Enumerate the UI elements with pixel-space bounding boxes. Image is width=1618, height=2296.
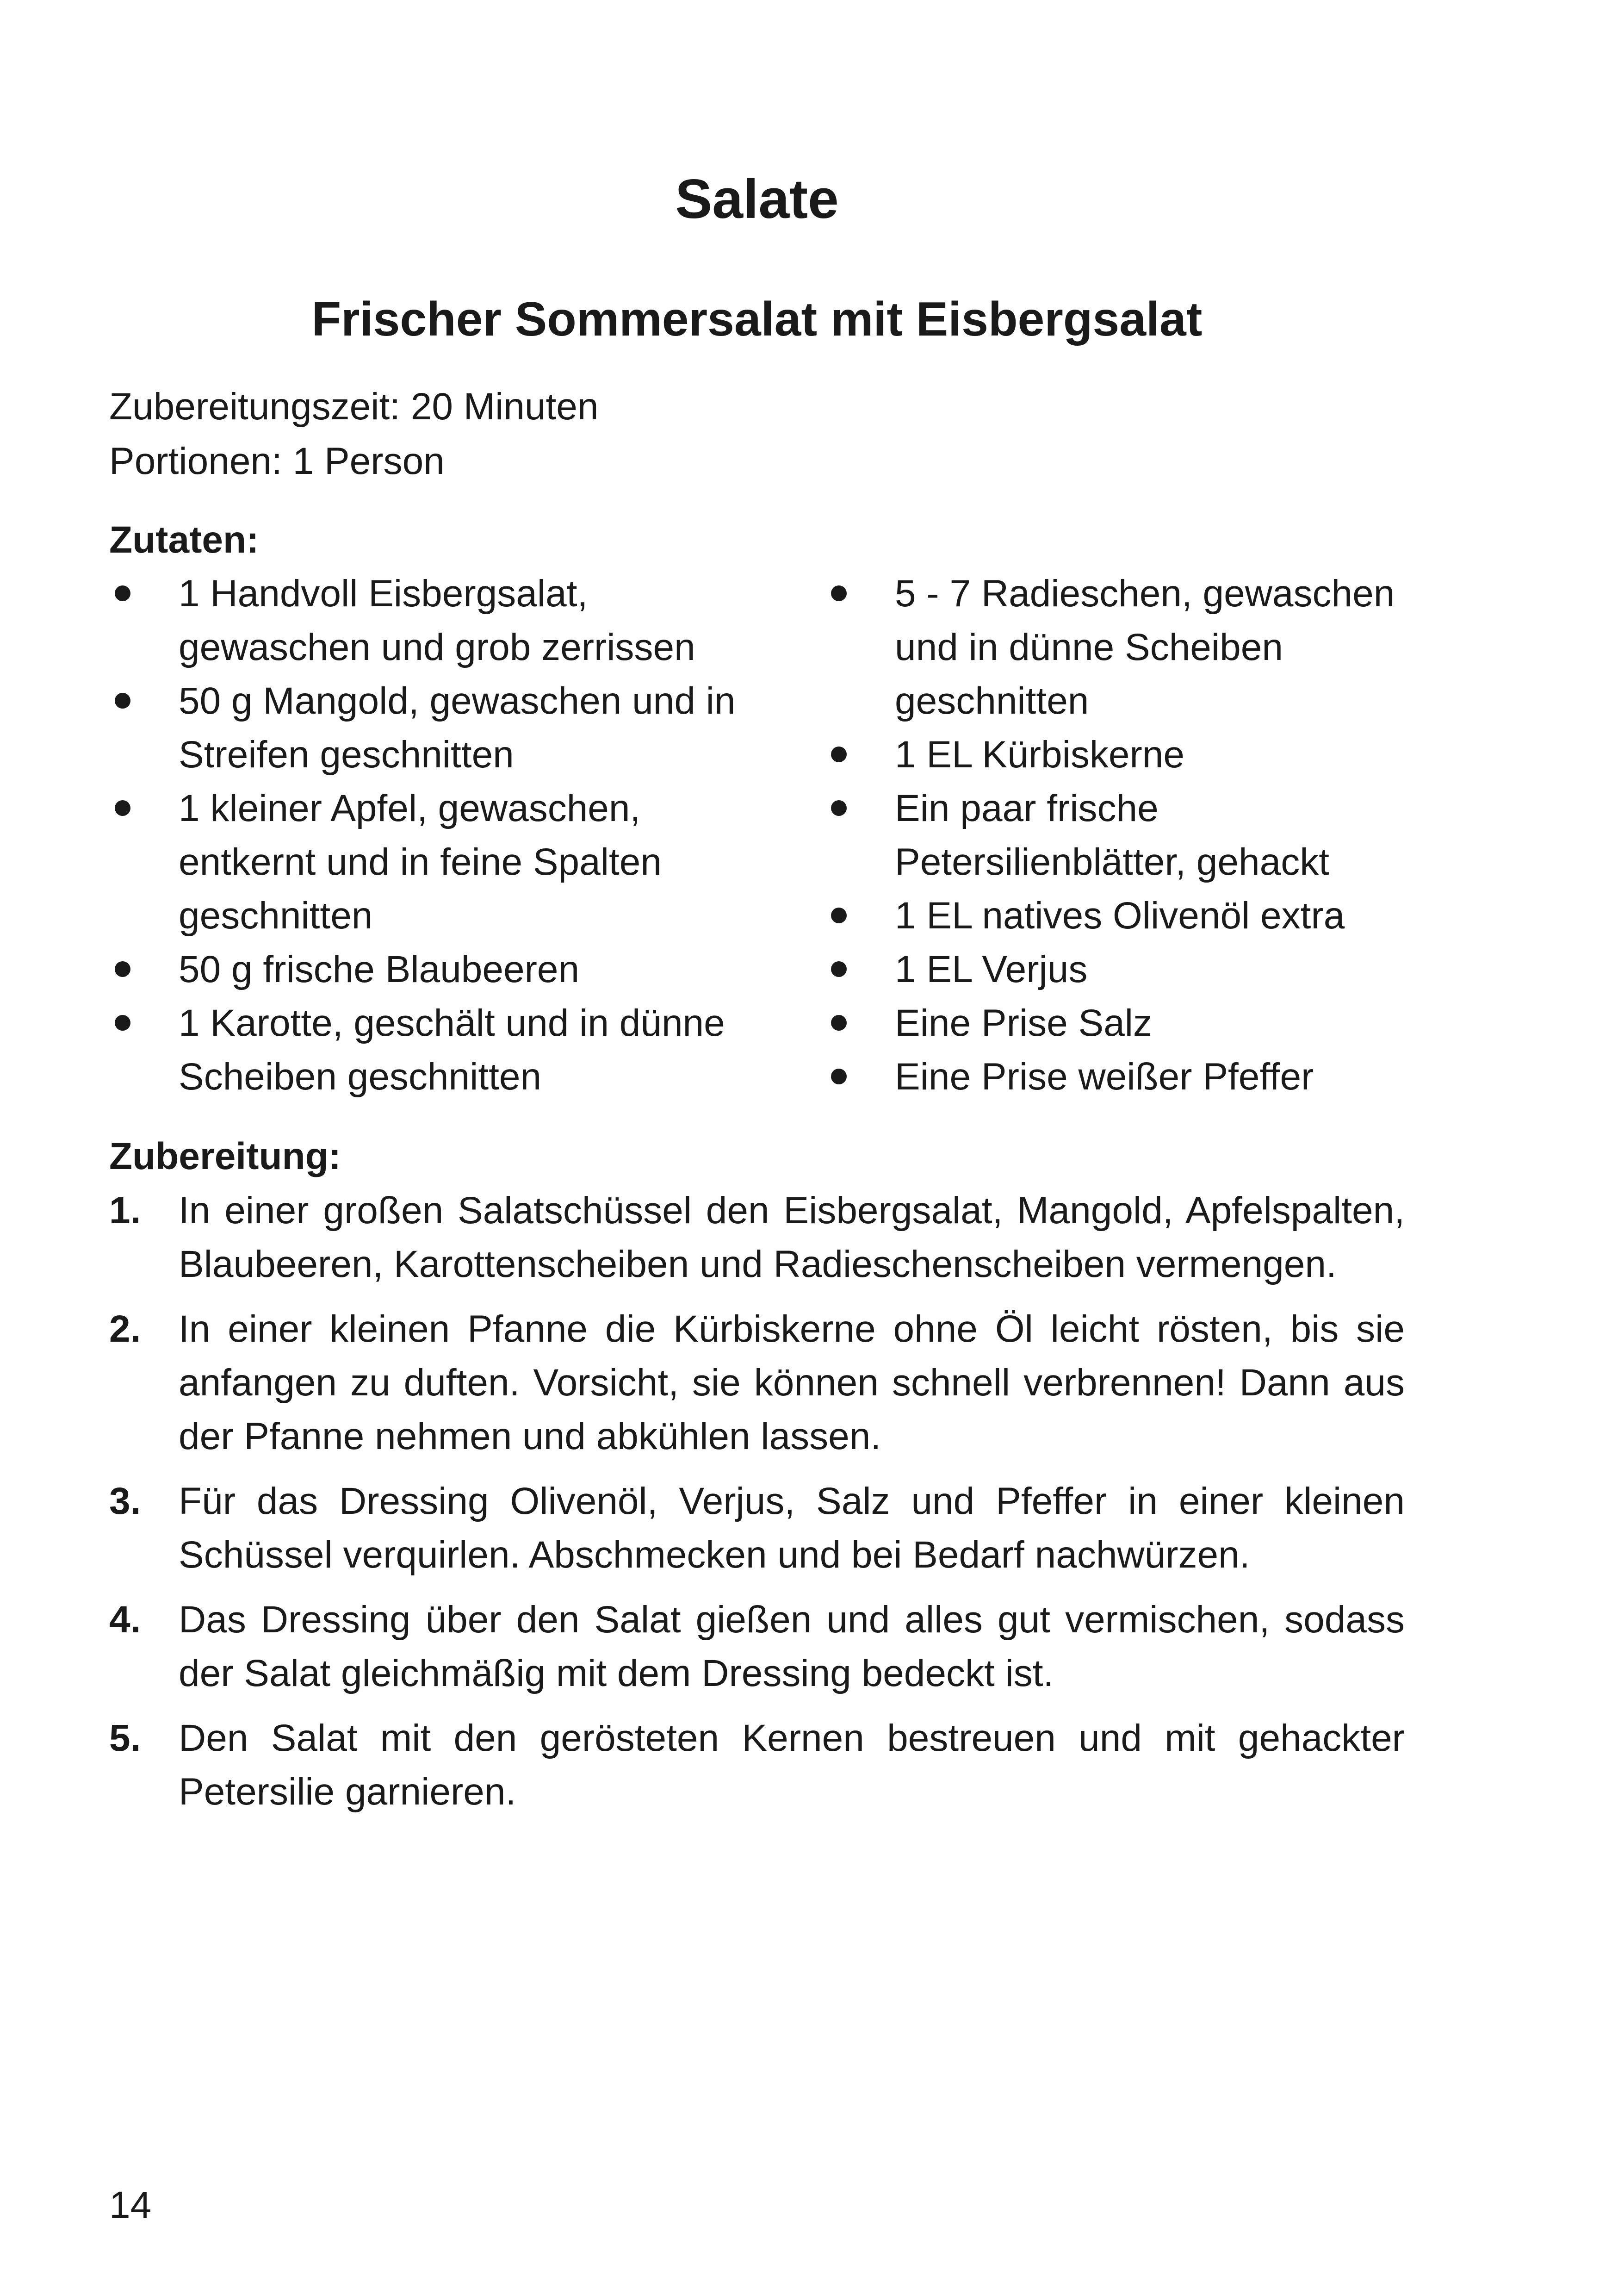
step-number: 1. <box>109 1189 141 1232</box>
step-text: Das Dressing über den Salat gießen und alles gut vermischen, sodass der Salat gleichmäßig mit dem Dressing bedeckt ist. <box>179 1599 1405 1694</box>
recipe-page <box>109 0 1405 2296</box>
bullet-icon <box>115 1015 130 1031</box>
step-text: In einer kleinen Pfanne die Kürbiskerne ohne Öl leicht rösten, bis sie anfangen zu duften. Vorsicht, sie können schnell verbrennen! Dann aus der Pfanne nehmen und abkühlen lassen. <box>179 1308 1405 1457</box>
ingredient-text: 1 Handvoll Eisbergsalat, gewaschen und grob zerrissen <box>179 572 695 668</box>
ingredient-item <box>825 943 1422 996</box>
step-number: 3. <box>109 1480 141 1522</box>
ingredient-text: Eine Prise weißer Pfeffer <box>895 1056 1314 1098</box>
bullet-icon <box>115 800 130 816</box>
bullet-icon <box>831 747 847 762</box>
ingredient-text: Ein paar frische Petersilienblätter, gehackt <box>895 787 1329 883</box>
ingredient-item <box>109 674 766 782</box>
bullet-icon <box>831 1015 847 1031</box>
ingredient-item <box>825 728 1422 782</box>
ingredients-list-right <box>825 567 1422 1104</box>
prep-time: Zubereitungszeit: 20 Minuten <box>109 386 599 428</box>
bullet-icon <box>831 1069 847 1084</box>
ingredient-text: 5 - 7 Radieschen, gewaschen und in dünne Scheiben geschnitten <box>895 572 1395 722</box>
step-item <box>109 1184 1405 1291</box>
ingredient-item <box>109 996 766 1104</box>
ingredient-item <box>825 567 1422 728</box>
step-item <box>109 1475 1405 1582</box>
ingredients-list-left <box>109 567 766 1104</box>
recipe-meta <box>109 380 599 489</box>
ingredients-heading: Zutaten: <box>109 519 259 561</box>
ingredient-item <box>109 782 766 943</box>
recipe-title: Frischer Sommersalat mit Eisbergsalat <box>311 292 1203 346</box>
ingredient-text: Eine Prise Salz <box>895 1002 1153 1044</box>
bullet-icon <box>115 961 130 977</box>
ingredient-text: 1 EL Kürbiskerne <box>895 734 1184 776</box>
ingredient-item <box>825 1050 1422 1104</box>
ingredient-item <box>109 567 766 674</box>
ingredient-item <box>109 943 766 996</box>
ingredient-text: 50 g Mangold, gewaschen und in Streifen geschnitten <box>179 680 736 776</box>
ingredient-text: 1 EL natives Olivenöl extra <box>895 895 1345 937</box>
bullet-icon <box>831 585 847 601</box>
ingredient-text: 50 g frische Blaubeeren <box>179 948 580 990</box>
bullet-icon <box>831 908 847 923</box>
ingredient-item <box>825 782 1422 889</box>
preparation-steps <box>109 1184 1405 1830</box>
servings: Portionen: 1 Person <box>109 440 445 482</box>
ingredient-text: 1 EL Verjus <box>895 948 1088 990</box>
page-number: 14 <box>109 2184 152 2226</box>
step-item <box>109 1593 1405 1700</box>
bullet-icon <box>831 961 847 977</box>
ingredient-item <box>825 996 1422 1050</box>
chapter-title: Salate <box>675 168 839 230</box>
step-item <box>109 1302 1405 1463</box>
step-text: Für das Dressing Olivenöl, Verjus, Salz und Pfeffer in einer kleinen Schüssel verquirlen. Abschmecken und bei Bedarf nachwürzen. <box>179 1480 1405 1576</box>
step-number: 5. <box>109 1717 141 1759</box>
bullet-icon <box>115 585 130 601</box>
step-text: Den Salat mit den gerösteten Kernen bestreuen und mit gehackter Petersilie garnieren. <box>179 1717 1405 1813</box>
step-text: In einer großen Salatschüssel den Eisbergsalat, Mangold, Apfelspalten, Blaubeeren, Karottenscheiben und Radieschenscheiben vermengen. <box>179 1189 1405 1285</box>
preparation-heading: Zubereitung: <box>109 1135 341 1177</box>
bullet-icon <box>115 693 130 709</box>
bullet-icon <box>831 800 847 816</box>
step-item <box>109 1711 1405 1819</box>
ingredient-item <box>825 889 1422 943</box>
ingredient-text: 1 kleiner Apfel, gewaschen, entkernt und in feine Spalten geschnitten <box>179 787 662 937</box>
ingredient-text: 1 Karotte, geschält und in dünne Scheiben geschnitten <box>179 1002 725 1098</box>
step-number: 2. <box>109 1308 141 1350</box>
step-number: 4. <box>109 1599 141 1641</box>
